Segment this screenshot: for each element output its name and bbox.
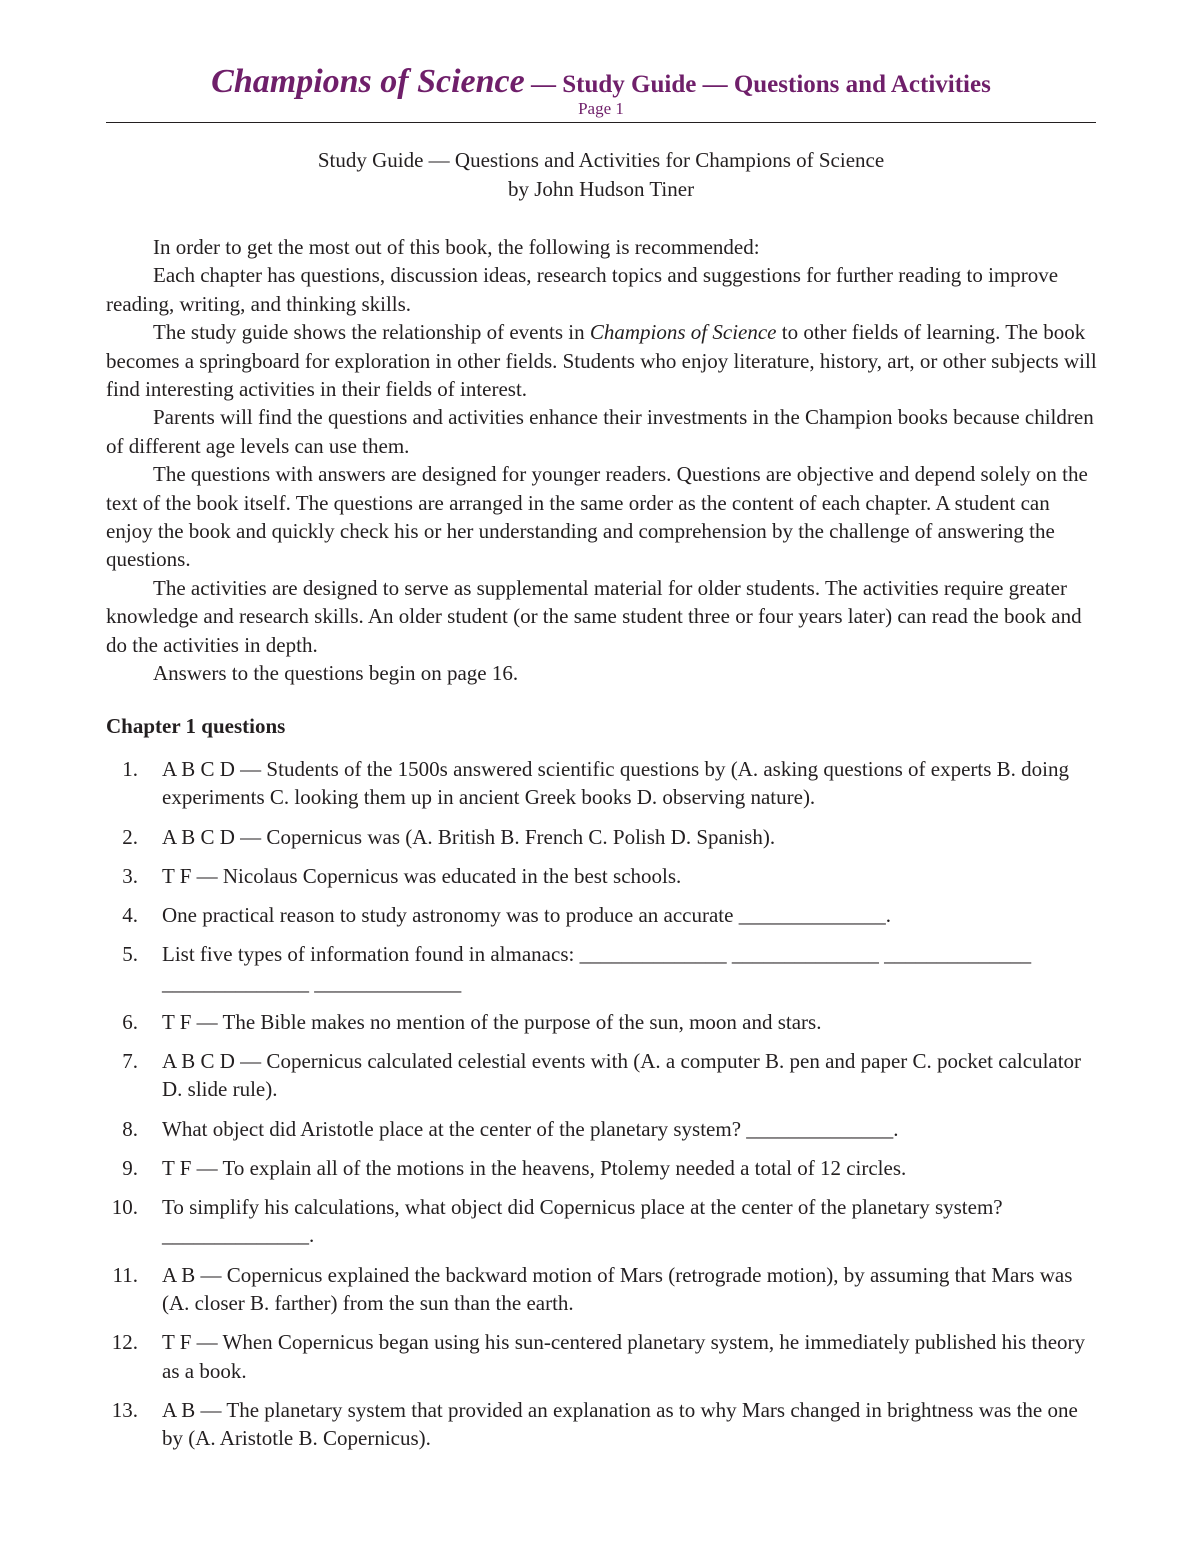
question-number: 9. [122, 1155, 138, 1180]
document-title [106, 146, 1096, 204]
question-number: 13. [111, 1397, 138, 1422]
question-text: T F — To explain all of the motions in the heavens, Ptolemy needed a total of 12 circles. [162, 1155, 907, 1180]
question-text: A B C D — Students of the 1500s answered scientific questions by (A. asking questions of experts B. doing experiments C. looking them up in ancient Greek books D. observing nature). [162, 757, 1069, 810]
question-text: A B C D — Copernicus was (A. British B. French C. Polish D. Spanish). [162, 824, 776, 849]
question-text: T F — The Bible makes no mention of the purpose of the sun, moon and stars. [162, 1009, 822, 1034]
intro-text: to other fields of learning. The book becomes a springboard for exploration in other fields. Students who enjoy literature, history, art, or other subjects will find interesting activities in their fields of interest. [106, 320, 1097, 402]
question-number: 3. [122, 863, 138, 888]
question-number: 8. [122, 1116, 138, 1141]
question-number: 6. [122, 1009, 138, 1034]
intro-paragraph: Answers to the questions begin on page 16. [153, 661, 519, 686]
question-item [106, 940, 1098, 997]
question-item [106, 1047, 1098, 1104]
header-subtitle: — Study Guide — Questions and Activities [524, 71, 991, 98]
question-item [106, 1328, 1098, 1385]
question-item [106, 862, 1098, 890]
intro-paragraph: The questions with answers are designed for younger readers. Questions are objective and depend solely on the text of the book itself. The questions are arranged in the same order as the content of each chapter. A student can enjoy the book and quickly check his or her understanding and comprehension by the challenge of answering the questions. [106, 462, 1088, 572]
question-text: A B C D — Copernicus calculated celestial events with (A. a computer B. pen and paper C. pocket calculator D. slide rule). [162, 1049, 1082, 1102]
chapter-heading: Chapter 1 questions [106, 714, 286, 738]
intro-section [106, 233, 1098, 688]
intro-text: The study guide shows the relationship of events in [153, 320, 590, 345]
question-text: To simplify his calculations, what object did Copernicus place at the center of the planetary system? ______________. [162, 1195, 1003, 1248]
header-rule [106, 122, 1096, 123]
question-number: 10. [111, 1195, 138, 1220]
intro-paragraph: In order to get the most out of this book, the following is recommended: [153, 235, 760, 259]
question-number: 5. [122, 942, 138, 967]
question-text: What object did Aristotle place at the center of the planetary system? ______________. [162, 1116, 899, 1141]
question-text: A B — The planetary system that provided an explanation as to why Mars changed in brightness was the one by (A. Aristotle B. Copernicus). [162, 1397, 1078, 1451]
question-list [106, 755, 1098, 1463]
question-item [106, 1261, 1098, 1318]
intro-paragraph [106, 318, 1098, 403]
header-book-title: Champions of Science [211, 63, 525, 100]
question-text: T F — Nicolaus Copernicus was educated in the best schools. [162, 863, 682, 888]
intro-paragraph: The activities are designed to serve as supplemental material for older students. The activities require greater knowledge and research skills. An older student (or the same student three or four years later) can read the book and do the activities in depth. [106, 575, 1082, 657]
document-title-line: Study Guide — Questions and Activities for Champions of Science [317, 148, 885, 172]
question-number: 11. [112, 1262, 138, 1287]
question-text: T F — When Copernicus began using his sun-centered planetary system, he immediately published his theory as a book. [162, 1330, 1086, 1383]
question-item [106, 1193, 1098, 1250]
question-item [106, 823, 1098, 851]
question-item [106, 1008, 1098, 1036]
question-text: List five types of information found in almanacs: ______________ ______________ ______________ ______________ ______________ [162, 942, 1032, 995]
question-item [106, 901, 1098, 929]
intro-paragraph: Parents will find the questions and activities enhance their investments in the Champion books because children of different age levels can use them. [106, 405, 1094, 458]
intro-book-title: Champions of Science [589, 320, 777, 345]
intro-paragraph: Each chapter has questions, discussion ideas, research topics and suggestions for further reading to improve reading, writing, and thinking skills. [106, 263, 1059, 316]
question-number: 7. [122, 1049, 138, 1074]
document-author-line: by John Hudson Tiner [507, 177, 695, 201]
question-text: One practical reason to study astronomy was to produce an accurate ______________. [162, 903, 891, 928]
question-item [106, 1115, 1098, 1143]
question-number: 1. [122, 757, 138, 781]
question-item [106, 1154, 1098, 1182]
header-page-number: Page 1 [578, 99, 624, 118]
question-item [106, 1396, 1098, 1453]
question-number: 2. [122, 824, 138, 849]
question-number: 4. [122, 903, 138, 928]
question-item [106, 755, 1098, 812]
running-header [106, 62, 1096, 119]
question-text: A B — Copernicus explained the backward motion of Mars (retrograde motion), by assuming that Mars was (A. closer B. farther) from the sun than the earth. [162, 1262, 1073, 1316]
question-number: 12. [111, 1330, 138, 1355]
